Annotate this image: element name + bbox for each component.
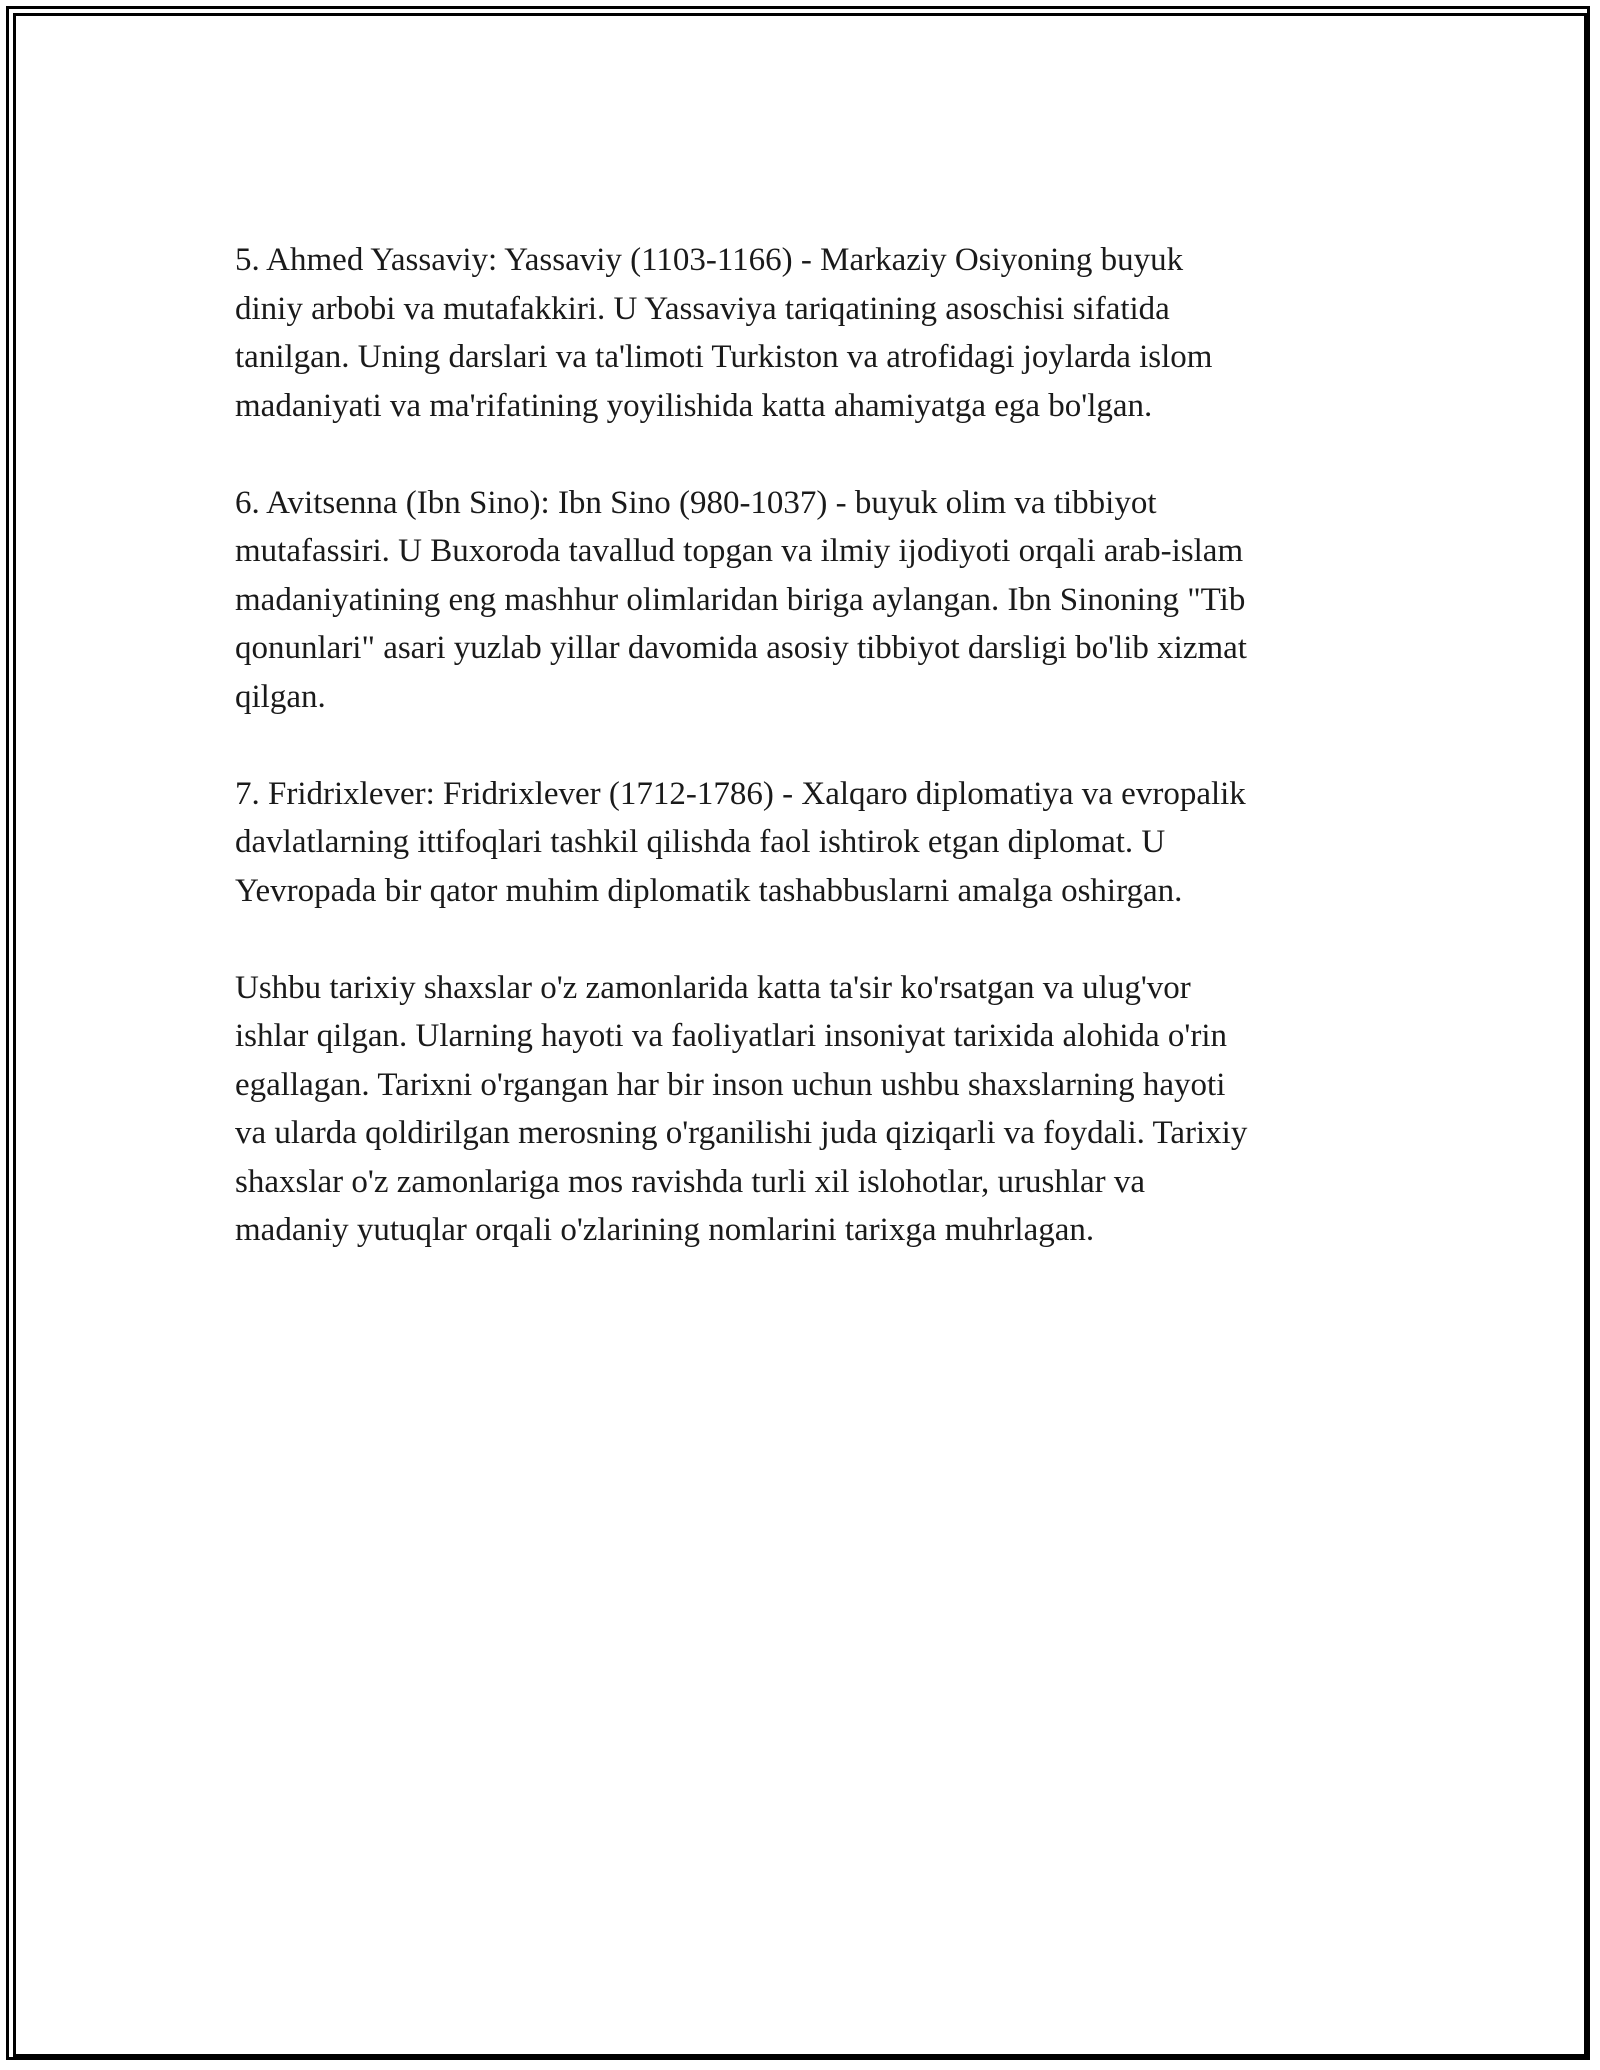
document-body (235, 236, 1385, 1303)
paragraph-ibn-sino: 6. Avitsenna (Ibn Sino): Ibn Sino (980-1037) - buyuk olim va tibbiyot mutafassiri. U Buxoroda tavallud topgan va ilmiy ijodiyoti orqali arab-islam madaniyatining eng mashhur olimlaridan biriga aylangan. Ibn Sinoning "Tib qonunlari" asari yuzlab yillar davomida asosiy tibbiyot darsligi bo'lib xizmat qilgan. (235, 484, 1247, 715)
paragraph-fridrixlever: 7. Fridrixlever: Fridrixlever (1712-1786) - Xalqaro diplomatiya va evropalik davlatlarning ittifoqlari tashkil qilishda faol ishtirok etgan diplomat. U Yevropada bir qator muhim diplomatik tashabbuslarni amalga oshirgan. (235, 775, 1246, 909)
paragraph-conclusion: Ushbu tarixiy shaxslar o'z zamonlarida katta ta'sir ko'rsatgan va ulug'vor ishlar qilgan. Ularning hayoti va faoliyatlari insoniyat tarixida alohida o'rin egallagan. Tarixni o'rgangan har bir inson uchun ushbu shaxslarning hayoti va ularda qoldirilgan merosning o'rganilishi juda qiziqarli va foydali. Tarixiy shaxslar o'z zamonlariga mos ravishda turli xil islohotlar, urushlar va madaniy yutuqlar orqali o'zlarining nomlarini tarixga muhrlagan. (235, 969, 1248, 1248)
paragraph-ahmed-yassaviy: 5. Ahmed Yassaviy: Yassaviy (1103-1166) - Markaziy Osiyoning buyuk diniy arbobi va mutafakkiri. U Yassaviya tariqatining asoschisi sifatida tanilgan. Uning darslari va ta'limoti Turkiston va atrofidagi joylarda islom madaniyati va ma'rifatining yoyilishida katta ahamiyatga ega bo'lgan. (235, 242, 1213, 424)
